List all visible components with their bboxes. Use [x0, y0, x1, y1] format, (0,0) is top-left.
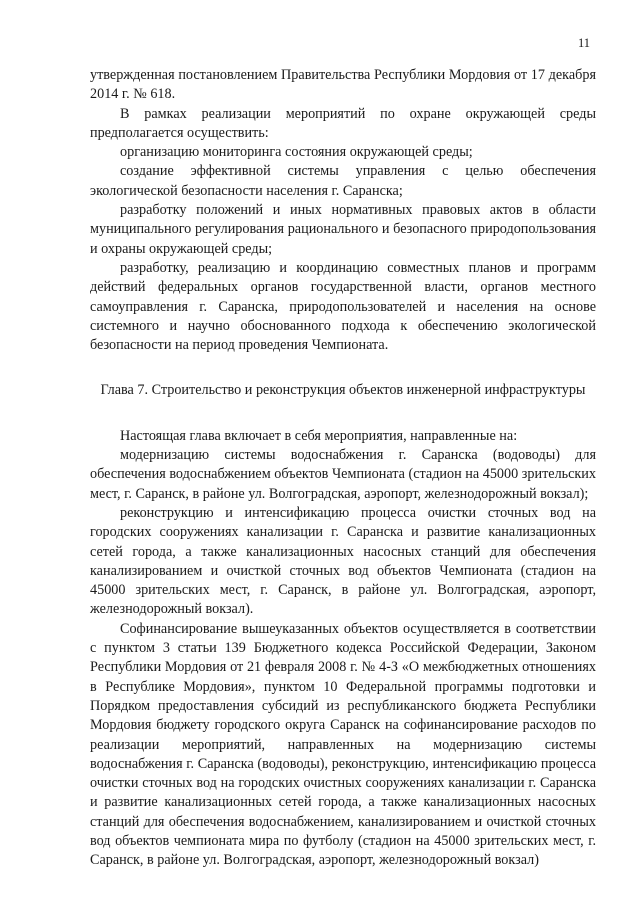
list-item-water-supply: модернизацию системы водоснабжения г. Саранска (водоводы) для обеспечения водоснабжением объектов Чемпионата (стадион на 45000 зрительских мест, г. Саранск, в районе ул. Волгоградская, аэропорт, железнодорожный вокзал); [90, 447, 596, 502]
page-number: 11 [577, 36, 590, 50]
list-item-management-system: создание эффективной системы управления с целью обеспечения экологической безопасности населения г. Саранска; [90, 163, 596, 199]
list-item-sewage: реконструкцию и интенсификацию процесса очистки сточных вод на городских сооружениях канализации г. Саранска и развитие канализационных сетей города, а также канализационных насосных станций для обеспечения канализированием и очисткой сточных вод объектов Чемпионата (стадион на 45000 зрительских мест, г. Саранск, в районе ул. Волгоградская, аэропорт, железнодорожный вокзал). [90, 504, 596, 618]
chapter-heading: Глава 7. Строительство и реконструкция объектов инженерной инфраструктуры [100, 382, 586, 399]
paragraph-chapter-intro: Настоящая глава включает в себя мероприятия, направленные на: [120, 427, 518, 444]
list-item-regulations: разработку положений и иных нормативных правовых актов в области муниципального регулирования рационального и безопасного природопользования и охраны окружающей среды; [90, 202, 596, 257]
document-body [90, 66, 596, 871]
paragraph-cofinancing: Софинансирование вышеуказанных объектов осуществляется в соответствии с пунктом 3 статьи 139 Бюджетного кодекса Российской Федерации, Законом Республики Мордовия от 21 февраля 2008 г. № 4-З «О межбюджетных отношениях в Республике Мордовия», пунктом 10 Федеральной программы подготовки и Порядком предоставления субсидий из республиканского бюджета Республики Мордовия бюджету городского округа Саранск на софинансирование расходов по реализации мероприятий, направленных на модернизацию системы водоснабжения г. Саранска (водоводы), реконструкцию, интенсификацию процесса очистки сточных вод на городских очистных сооружениях канализации г. Саранска и развитие канализационных сетей города, а также канализационных насосных станций для обеспечения водоснабжением, канализированием и очисткой сточных вод объектов чемпионата мира по футболу (стадион на 45000 зрительских мест, г. Саранск, в районе ул. Волгоградская, аэропорт, железнодорожный вокзал) [90, 620, 596, 869]
paragraph-2: В рамках реализации мероприятий по охране окружающей среды предполагается осуществить: [90, 105, 596, 141]
list-item-monitoring: организацию мониторинга состояния окружающей среды; [120, 144, 473, 161]
list-item-coordination: разработку, реализацию и координацию совместных планов и программ действий федеральных органов государственной власти, органов местного самоуправления г. Саранска, природопользователей и населения на основе системного и научно обоснованного подхода к обеспечению экологической безопасности на период проведения Чемпионата. [90, 259, 596, 354]
paragraph-1: утвержденная постановлением Правительства Республики Мордовия от 17 декабря 2014 г. № 618. [90, 67, 596, 103]
